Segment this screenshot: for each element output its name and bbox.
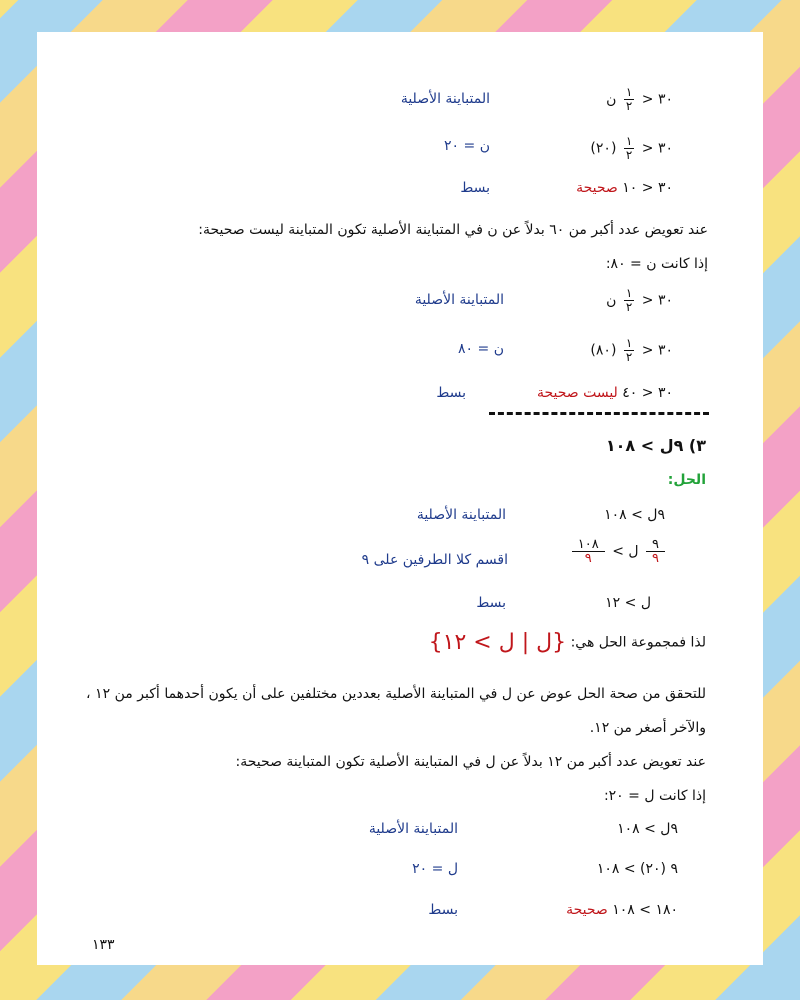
fraction-right	[572, 538, 605, 565]
b1-r1-var: ن	[606, 91, 617, 108]
text-l-20: إذا كانت ل = ٢٠:	[603, 788, 706, 804]
b4-r3-status: صحيحة	[566, 902, 608, 918]
b1-r3-note: بسط	[460, 180, 490, 196]
page	[37, 32, 763, 965]
b3-r2-var: ل	[628, 543, 639, 560]
solution-set-line	[429, 630, 706, 655]
b2-r3-left: ٣٠ < ٤٠	[622, 385, 673, 401]
numerator: ١	[625, 286, 633, 300]
numerator: ١	[625, 336, 633, 350]
numerator: ٩	[646, 538, 665, 552]
fraction	[624, 86, 634, 113]
gt-sign: >	[612, 543, 624, 560]
b1-r2-paren: (٢٠)	[590, 140, 617, 157]
section-divider	[489, 412, 709, 415]
fraction	[624, 135, 634, 162]
b3-r1-note: المتباينة الأصلية	[416, 507, 506, 523]
b2-r1-var: ن	[606, 292, 617, 309]
page-number: ١٣٣	[92, 937, 115, 953]
b3-r2-expr	[569, 538, 668, 565]
denominator: ٢	[625, 350, 633, 364]
b4-r1-expr: ٩ل > ١٠٨	[617, 821, 678, 837]
b4-r3-note: بسط	[428, 902, 458, 918]
b4-r1-note: المتباينة الأصلية	[368, 821, 458, 837]
b2-r3-status: ليست صحيحة	[536, 385, 618, 401]
b3-r1-expr: ٩ل > ١٠٨	[604, 507, 665, 523]
b1-r3-expr	[576, 180, 673, 196]
solution-set: {ل | ل > ١٢}	[428, 630, 567, 655]
denominator: ٢	[625, 148, 633, 162]
text-greater-12: عند تعويض عدد أكبر من ١٢ بدلاً عن ل في المتباينة الأصلية تكون المتباينة صحيحة:	[235, 754, 706, 770]
text-n-80: إذا كانت ن = ٨٠:	[605, 256, 708, 272]
b1-r3-status: صحيحة	[576, 180, 618, 196]
numerator: ١٠٨	[572, 538, 605, 552]
b2-r2-note: ن = ٨٠	[458, 341, 504, 357]
b1-r1-left: ٣٠ <	[641, 91, 673, 108]
b1-r2-expr	[590, 135, 673, 162]
denominator: ٩	[584, 551, 592, 566]
problem-3: ٣) ٩ل > ١٠٨	[605, 436, 706, 455]
b1-r3-left: ٣٠ < ١٠	[622, 180, 673, 196]
fraction	[624, 337, 634, 364]
text-greater-60: عند تعويض عدد أكبر من ٦٠ بدلاً عن ن في المتباينة الأصلية تكون المتباينة ليست صحيحة:	[198, 222, 708, 238]
b1-r2-note: ن = ٢٠	[444, 138, 490, 154]
b3-r3-expr: ل > ١٢	[605, 595, 651, 611]
verification-paragraph: للتحقق من صحة الحل عوض عن ل في المتباينة الأصلية بعددين مختلفين على أن يكون أحدهما أكبر من ١٢ ، والآخر أصغر من ١٢.	[86, 686, 707, 736]
b2-r2-paren: (٨٠)	[590, 342, 617, 359]
b4-r2-expr: ٩ (٢٠) > ١٠٨	[596, 861, 678, 877]
numerator: ١	[625, 134, 633, 148]
b2-r2-expr	[590, 337, 673, 364]
b1-r1-expr	[606, 86, 673, 113]
b1-r2-left: ٣٠ <	[641, 140, 673, 157]
b3-r3-note: بسط	[476, 595, 506, 611]
fraction	[624, 287, 634, 314]
denominator: ٢	[625, 300, 633, 314]
b2-r3-note: بسط	[436, 385, 466, 401]
denominator: ٢	[625, 99, 633, 113]
b2-r1-note: المتباينة الأصلية	[414, 292, 504, 308]
b4-r3-left: ١٨٠ > ١٠٨	[612, 902, 678, 918]
b1-r1-note: المتباينة الأصلية	[400, 91, 490, 107]
numerator: ١	[625, 85, 633, 99]
b2-r1-left: ٣٠ <	[641, 292, 673, 309]
fraction-left	[646, 538, 665, 565]
b2-r3-expr	[537, 385, 673, 401]
b2-r1-expr	[606, 287, 673, 314]
denominator: ٩	[652, 551, 659, 566]
b3-r2-note: اقسم كلا الطرفين على ٩	[361, 552, 508, 568]
b4-r2-note: ل = ٢٠	[412, 861, 458, 877]
solution-set-label: لذا فمجموعة الحل هي:	[570, 634, 706, 651]
solution-label: الحل:	[667, 472, 706, 488]
b4-r3-expr	[566, 902, 678, 918]
b2-r2-left: ٣٠ <	[641, 342, 673, 359]
